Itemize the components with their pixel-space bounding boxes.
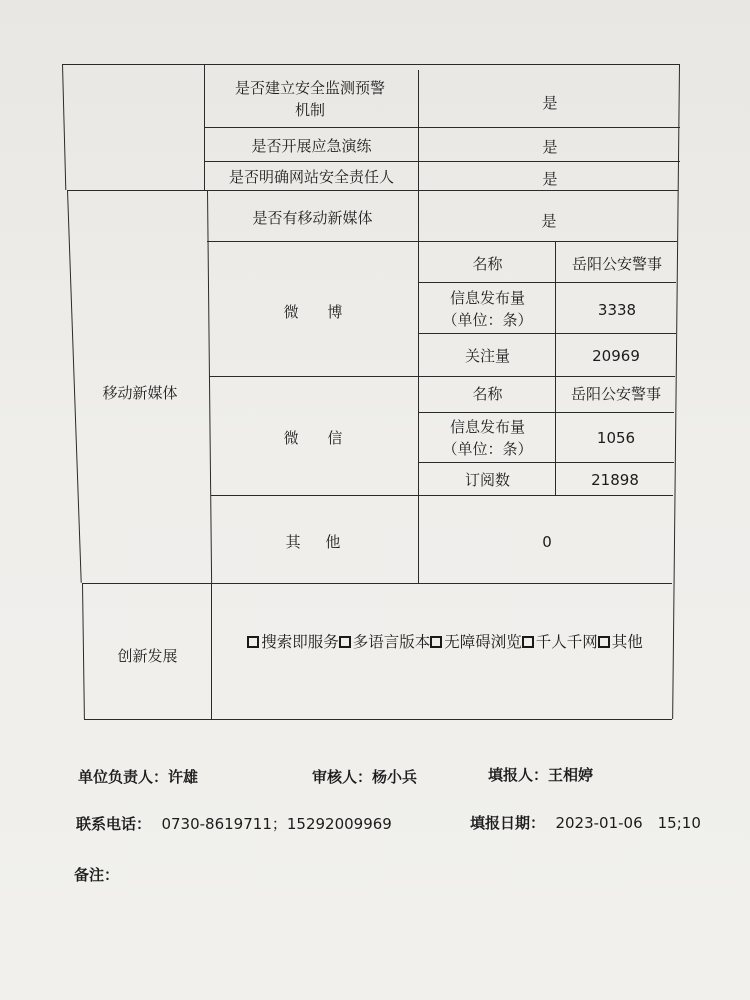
weibo-label: 微 博 (283, 303, 355, 321)
notes: 备注： (74, 866, 120, 884)
row-value-responsible: 是 (542, 170, 558, 188)
table-border-top (62, 64, 680, 65)
checkbox-icon[interactable] (247, 636, 259, 648)
row-value-has-mobile-media: 是 (541, 212, 557, 230)
section-label-mobile-media: 移动新媒体 (102, 384, 178, 402)
weibo-followers-value: 20969 (592, 347, 640, 365)
weibo-name-value: 岳阳公安警事 (571, 255, 662, 273)
option-other[interactable]: 其他 (598, 631, 643, 653)
unit-head: 单位负责人：许雄 (78, 768, 199, 786)
weibo-posts-label: 信息发布量（单位：条） (442, 289, 533, 329)
innovation-options (212, 620, 678, 664)
table-border-left (62, 64, 67, 190)
row-divider (82, 583, 672, 584)
wechat-posts-label: 信息发布量（单位：条） (442, 418, 533, 458)
fill-date: 填报日期： 2023-01-06 15;10 (470, 814, 701, 832)
other-label: 其 他 (285, 533, 351, 551)
row-value-monitoring: 是 (542, 94, 558, 112)
wechat-subscribers-value: 21898 (591, 470, 639, 489)
innovation-label: 创新发展 (117, 647, 178, 665)
checkbox-icon[interactable] (598, 636, 610, 648)
option-personalized[interactable]: 千人千网 (522, 631, 598, 653)
row-label-monitoring: 是否建立安全监测预警机制 (234, 79, 385, 119)
wechat-label: 微 信 (283, 429, 355, 447)
weibo-followers-label: 关注量 (464, 347, 510, 365)
checkbox-icon[interactable] (339, 636, 351, 648)
checkbox-icon[interactable] (522, 636, 534, 648)
weibo-posts-value: 3338 (597, 301, 637, 319)
filler: 填报人：王相婷 (488, 766, 594, 784)
reviewer: 审核人：杨小兵 (312, 768, 418, 786)
option-multilingual[interactable]: 多语言版本 (339, 631, 431, 653)
row-label-has-mobile-media: 是否有移动新媒体 (252, 209, 373, 227)
wechat-name-label: 名称 (472, 385, 503, 403)
wechat-subscribers-label: 订阅数 (464, 470, 510, 489)
wechat-name-value: 岳阳公安警事 (570, 385, 661, 403)
checkbox-icon[interactable] (430, 636, 442, 648)
row-value-drill: 是 (542, 138, 558, 156)
wechat-posts-value: 1056 (596, 429, 636, 447)
weibo-name-label: 名称 (472, 255, 503, 273)
row-label-drill: 是否开展应急演练 (251, 136, 372, 155)
option-accessibility[interactable]: 无障碍浏览 (430, 631, 522, 653)
other-value: 0 (542, 533, 552, 551)
contact-phone: 联系电话： 0730-8619711；15292009969 (76, 815, 392, 833)
option-search-service[interactable]: 搜索即服务 (247, 631, 339, 653)
table-border-bottom (84, 719, 672, 720)
row-divider (204, 127, 680, 128)
row-label-responsible: 是否明确网站安全责任人 (228, 168, 394, 186)
